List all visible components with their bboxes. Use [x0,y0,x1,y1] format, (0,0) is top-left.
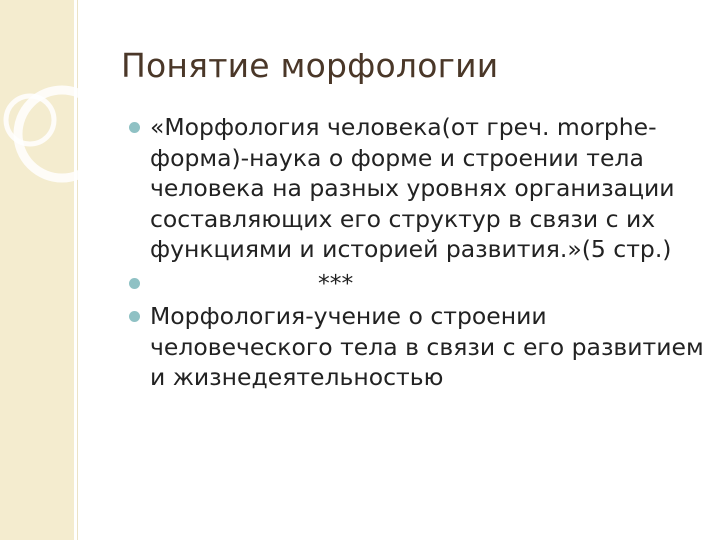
bullet-dot-icon [129,311,140,322]
bullet-item-separator [128,268,708,299]
bullet-item-doctrine [128,301,708,393]
bullet-text: *** [318,268,354,297]
bullet-dot-icon [129,278,140,289]
bullet-list [128,112,708,396]
bullet-item-definition [128,112,708,265]
slide-title: Понятие морфологии [121,46,499,85]
bullet-text: «Морфология человека(от греч. morphe-форма)-наука о форме и строении тела человека на разных уровнях организации составляющих его структур в связи с их функциями и историей развития.»(5 стр.) [150,113,675,263]
bullet-dot-icon [129,122,140,133]
bullet-text: Морфология-учение о строении человеческого тела в связи с его развитием и жизнедеятельностью [150,302,704,391]
decorative-rings [0,0,140,200]
decorative-ring-large [18,90,106,178]
